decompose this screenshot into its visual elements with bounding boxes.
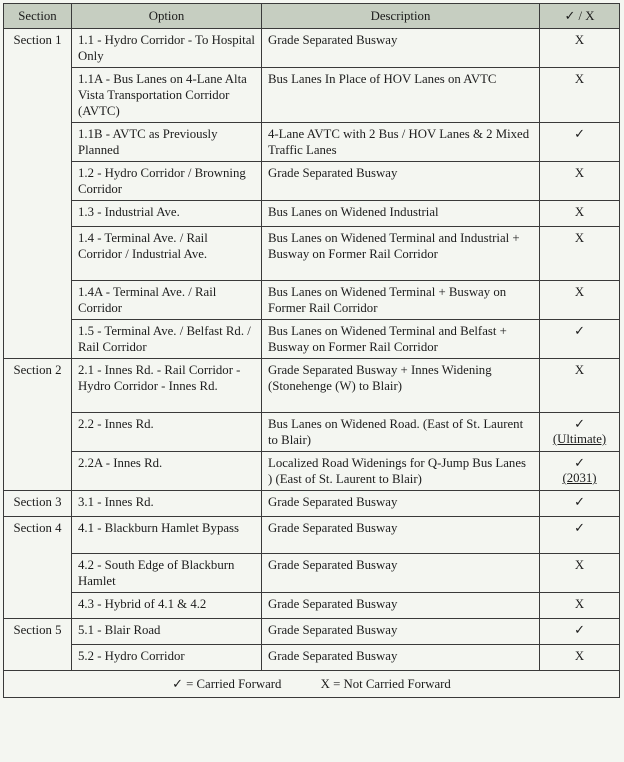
mark-symbol: X: [574, 558, 585, 572]
mark-symbol: X: [574, 166, 585, 180]
option-cell: 5.2 - Hydro Corridor: [72, 645, 262, 671]
table-row: [4, 593, 620, 619]
description-cell: 4-Lane AVTC with 2 Bus / HOV Lanes & 2 Mixed Traffic Lanes: [262, 123, 540, 162]
option-cell: 2.2 - Innes Rd.: [72, 413, 262, 452]
option-cell: 2.1 - Innes Rd. - Rail Corridor - Hydro Corridor - Innes Rd.: [72, 359, 262, 413]
options-table: [3, 3, 620, 698]
table-row: [4, 554, 620, 593]
mark-cell: [540, 619, 620, 645]
option-cell: 1.3 - Industrial Ave.: [72, 201, 262, 227]
description-cell: Grade Separated Busway: [262, 29, 540, 68]
header-row: [4, 4, 620, 29]
mark-symbol: X: [574, 363, 585, 377]
table-row: [4, 645, 620, 671]
mark-symbol: ✓: [574, 127, 585, 141]
mark-symbol: ✓: [574, 623, 585, 637]
table-row: [4, 491, 620, 517]
table-row: [4, 227, 620, 281]
mark-cell: [540, 320, 620, 359]
mark-cell: [540, 593, 620, 619]
mark-cell: [540, 359, 620, 413]
description-cell: Bus Lanes on Widened Terminal + Busway on Former Rail Corridor: [262, 281, 540, 320]
description-cell: Grade Separated Busway: [262, 593, 540, 619]
description-cell: Bus Lanes on Widened Terminal and Industrial + Busway on Former Rail Corridor: [262, 227, 540, 281]
legend-row: [4, 671, 620, 698]
section-label: Section 4: [4, 517, 72, 619]
table-row: [4, 359, 620, 413]
description-cell: Grade Separated Busway: [262, 554, 540, 593]
description-cell: Bus Lanes In Place of HOV Lanes on AVTC: [262, 68, 540, 123]
legend-not-carried-forward: X = Not Carried Forward: [320, 677, 451, 691]
mark-symbol: ✓: [574, 417, 585, 431]
header-option: Option: [72, 4, 262, 29]
description-cell: Grade Separated Busway: [262, 162, 540, 201]
mark-symbol: X: [574, 205, 585, 219]
mark-cell: [540, 413, 620, 452]
mark-cell: [540, 227, 620, 281]
section-label: Section 5: [4, 619, 72, 671]
table-row: [4, 68, 620, 123]
description-cell: Localized Road Widenings for Q-Jump Bus Lanes ) (East of St. Laurent to Blair): [262, 452, 540, 491]
mark-cell: [540, 68, 620, 123]
option-cell: 2.2A - Innes Rd.: [72, 452, 262, 491]
legend-cell: [4, 671, 620, 698]
section-label: Section 1: [4, 29, 72, 359]
section-label: Section 3: [4, 491, 72, 517]
mark-cell: [540, 123, 620, 162]
options-table-container: [3, 3, 619, 698]
mark-symbol: X: [574, 33, 585, 47]
table-row: [4, 320, 620, 359]
mark-note: (Ultimate): [552, 432, 607, 446]
option-cell: 4.1 - Blackburn Hamlet Bypass: [72, 517, 262, 554]
description-cell: Bus Lanes on Widened Road. (East of St. Laurent to Blair): [262, 413, 540, 452]
option-cell: 4.3 - Hybrid of 4.1 & 4.2: [72, 593, 262, 619]
legend-carried-forward: ✓ = Carried Forward: [172, 677, 282, 691]
mark-cell: [540, 452, 620, 491]
mark-symbol: ✓: [574, 456, 585, 470]
table-row: [4, 619, 620, 645]
mark-cell: [540, 517, 620, 554]
option-cell: 1.4A - Terminal Ave. / Rail Corridor: [72, 281, 262, 320]
header-section: Section: [4, 4, 72, 29]
mark-cell: [540, 554, 620, 593]
option-cell: 5.1 - Blair Road: [72, 619, 262, 645]
option-cell: 1.5 - Terminal Ave. / Belfast Rd. / Rail Corridor: [72, 320, 262, 359]
option-cell: 1.4 - Terminal Ave. / Rail Corridor / Industrial Ave.: [72, 227, 262, 281]
mark-cell: [540, 281, 620, 320]
mark-cell: [540, 29, 620, 68]
table-row: [4, 162, 620, 201]
option-cell: 1.1 - Hydro Corridor - To Hospital Only: [72, 29, 262, 68]
section-label: Section 2: [4, 359, 72, 491]
description-cell: Grade Separated Busway + Innes Widening (Stonehenge (W) to Blair): [262, 359, 540, 413]
mark-symbol: ✓: [574, 324, 585, 338]
table-row: [4, 452, 620, 491]
option-cell: 4.2 - South Edge of Blackburn Hamlet: [72, 554, 262, 593]
table-row: [4, 517, 620, 554]
mark-cell: [540, 201, 620, 227]
description-cell: Bus Lanes on Widened Industrial: [262, 201, 540, 227]
table-row: [4, 123, 620, 162]
mark-cell: [540, 645, 620, 671]
mark-symbol: X: [574, 231, 585, 245]
mark-symbol: X: [574, 649, 585, 663]
mark-symbol: ✓: [574, 495, 585, 509]
description-cell: Grade Separated Busway: [262, 517, 540, 554]
mark-symbol: X: [574, 597, 585, 611]
table-row: [4, 281, 620, 320]
description-cell: Grade Separated Busway: [262, 645, 540, 671]
mark-symbol: ✓: [574, 521, 585, 535]
mark-symbol: X: [574, 285, 585, 299]
option-cell: 1.1B - AVTC as Previously Planned: [72, 123, 262, 162]
table-row: [4, 413, 620, 452]
description-cell: Grade Separated Busway: [262, 491, 540, 517]
mark-cell: [540, 491, 620, 517]
table-row: [4, 201, 620, 227]
mark-note: (2031): [562, 471, 597, 485]
option-cell: 3.1 - Innes Rd.: [72, 491, 262, 517]
mark-cell: [540, 162, 620, 201]
header-description: Description: [262, 4, 540, 29]
table-row: [4, 29, 620, 68]
option-cell: 1.2 - Hydro Corridor / Browning Corridor: [72, 162, 262, 201]
mark-symbol: X: [574, 72, 585, 86]
header-mark: ✓ / X: [540, 4, 620, 29]
option-cell: 1.1A - Bus Lanes on 4-Lane Alta Vista Transportation Corridor (AVTC): [72, 68, 262, 123]
description-cell: Bus Lanes on Widened Terminal and Belfast + Busway on Former Rail Corridor: [262, 320, 540, 359]
description-cell: Grade Separated Busway: [262, 619, 540, 645]
